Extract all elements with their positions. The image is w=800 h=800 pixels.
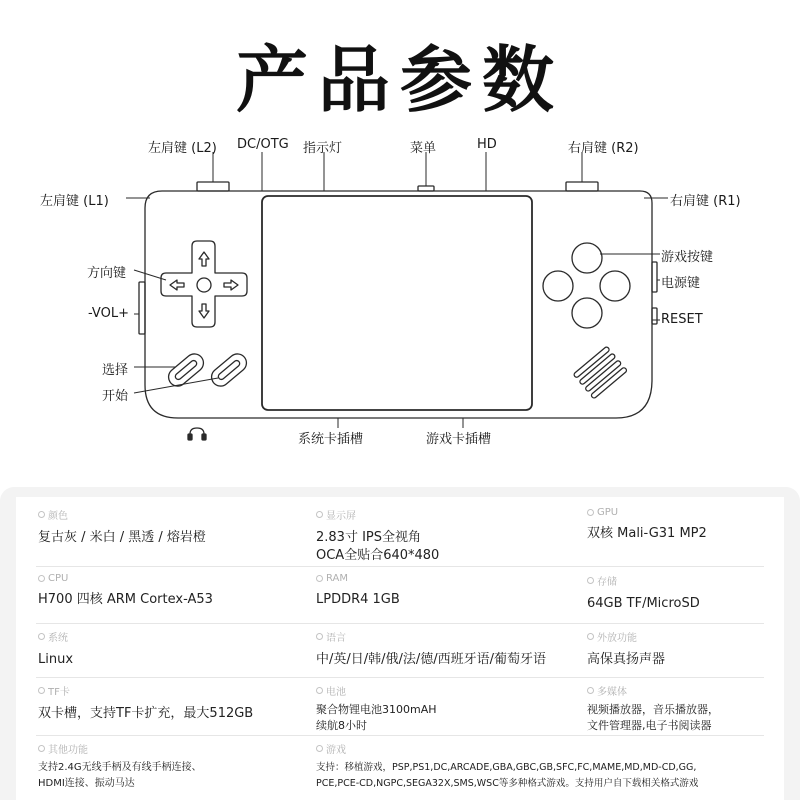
spec-cpu: CPU H700 四核 ARM Cortex-A53 <box>38 573 213 607</box>
spec-speaker: 外放功能 高保真扬声器 <box>587 633 666 667</box>
label-dpad: 方向键 <box>87 266 127 281</box>
label-dc-otg: DC/OTG <box>237 137 289 152</box>
spec-card <box>16 497 784 800</box>
label-l1: 左肩键 (L1) <box>40 194 109 209</box>
label-menu: 菜单 <box>410 141 437 156</box>
spec-system: 系统 Linux <box>38 633 74 667</box>
spec-gpu: GPU 双核 Mali-G31 MP2 <box>587 507 707 541</box>
spec-display: 显示屏 2.83寸 IPS全视角 OCA全贴合640*480 <box>316 511 440 563</box>
label-reset: RESET <box>661 312 703 327</box>
device-body <box>145 191 652 418</box>
label-r2: 右肩键 (R2) <box>568 141 639 156</box>
spec-battery: 电池 聚合物锂电池3100mAH 续航8小时 <box>316 687 437 732</box>
dpad <box>161 241 247 327</box>
spec-panel <box>0 487 800 800</box>
spec-ram: RAM LPDDR4 1GB <box>316 573 400 607</box>
spec-multimedia: 多媒体 视频播放器，音乐播放器， 文件管理器,电子书阅读器 <box>587 687 719 732</box>
spec-language: 语言 中/英/日/韩/俄/法/德/西班牙语/葡萄牙语 <box>316 633 547 667</box>
screen <box>262 196 532 410</box>
label-r1: 右肩键 (R1) <box>670 194 741 209</box>
button-bottom <box>572 298 602 328</box>
label-power: 电源键 <box>661 276 701 291</box>
label-game-buttons: 游戏按键 <box>661 250 714 265</box>
spec-tf-card: TF卡 双卡槽，支持TF卡扩充，最大512GB <box>38 687 254 721</box>
l2-button <box>197 182 229 191</box>
label-vol: -VOL+ <box>88 306 129 321</box>
spec-games: 游戏 支持：移植游戏，PSP,PS1,DC,ARCADE,GBA,GBC,GB,SFC,FC,MAME,MD,MD-CD,GG, PCE,PCE-CD,NGPC,SEGA32X,SMS,WSC等多种格式游戏。支持用户自下载相关格式游戏 <box>316 745 699 789</box>
label-select: 选择 <box>102 363 129 378</box>
spec-storage: 存储 64GB TF/MicroSD <box>587 577 700 611</box>
label-game-slot: 游戏卡插槽 <box>426 432 492 447</box>
label-start: 开始 <box>102 389 129 404</box>
label-hd: HD <box>477 137 497 152</box>
button-left <box>543 271 573 301</box>
label-system-slot: 系统卡插槽 <box>298 432 364 447</box>
spec-color: 颜色 复古灰 / 米白 / 黑透 / 熔岩橙 <box>38 511 206 545</box>
button-top <box>572 243 602 273</box>
page-title: 产品参数 <box>235 38 564 122</box>
button-right <box>600 271 630 301</box>
label-l2: 左肩键 (L2) <box>148 141 217 156</box>
r2-button <box>566 182 598 191</box>
spec-other: 其他功能 支持2.4G无线手柄及有线手柄连接、 HDMI连接、振动马达 <box>38 745 202 789</box>
label-indicator: 指示灯 <box>303 141 343 156</box>
